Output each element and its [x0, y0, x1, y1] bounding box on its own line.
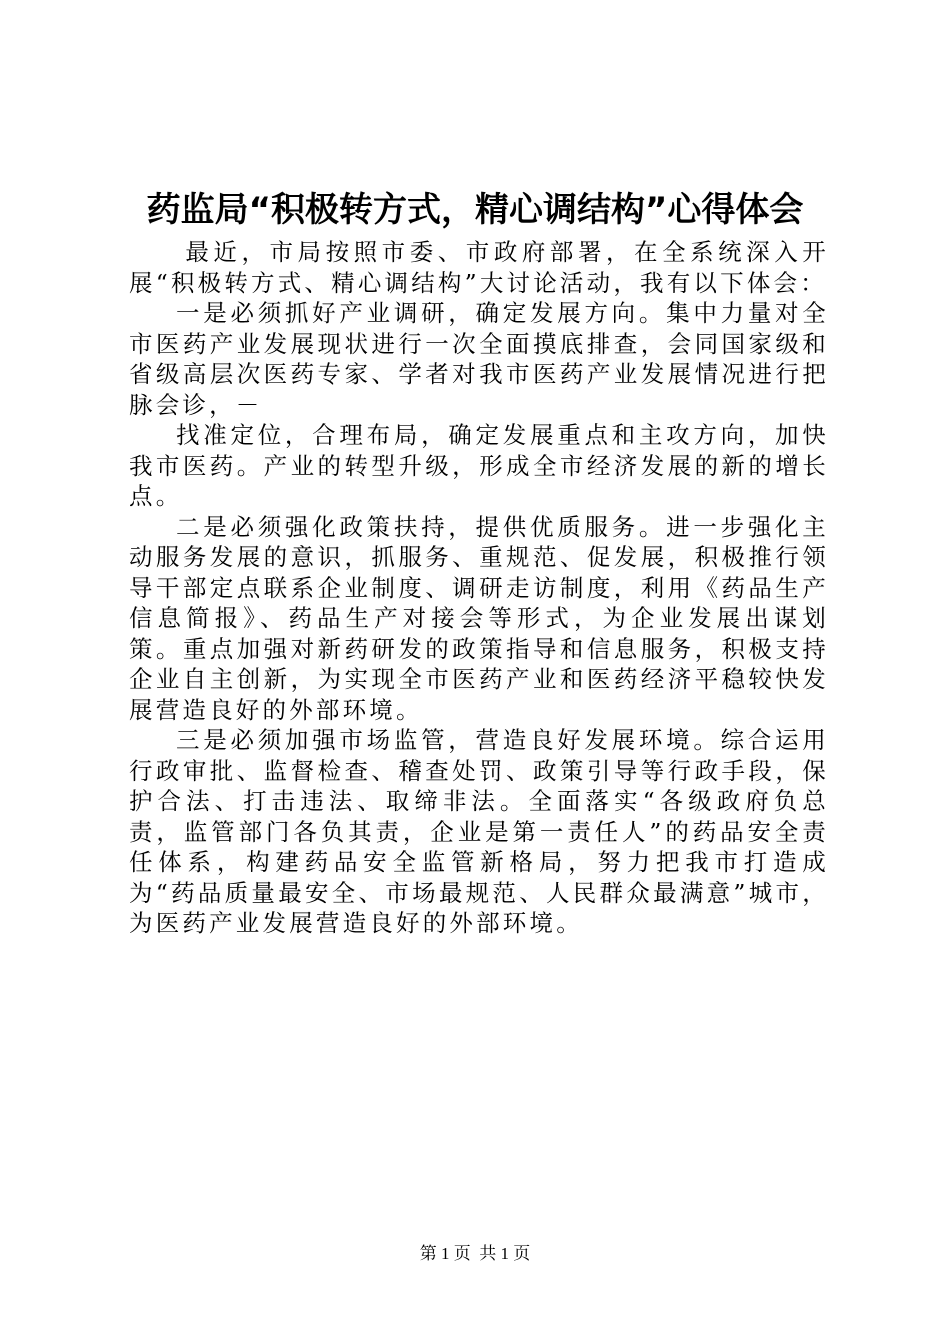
paragraph-point-one-continued: 找准定位，合理布局，确定发展重点和主攻方向，加快我市医药。产业的转型升级，形成全市经济发展的新的增长点。	[129, 421, 829, 510]
document-title: 药监局“积极转方式，精心调结构”心得体会	[146, 190, 804, 230]
paragraph-point-three: 三是必须加强市场监管，营造良好发展环境。综合运用行政审批、监督检查、稽查处罚、政策引导等行政手段，保护合法、打击违法、取缔非法。全面落实“各级政府负总责，监管部门各负其责，企业是第一责任人”的药品安全责任体系，构建药品安全监管新格局，努力把我市打造成为“药品质量最安全、市场最规范、人民群众最满意”城市，为医药产业发展营造良好的外部环境。	[129, 726, 829, 937]
paragraph-point-two: 二是必须强化政策扶持，提供优质服务。进一步强化主动服务发展的意识，抓服务、重规范、促发展，积极推行领导干部定点联系企业制度、调研走访制度，利用《药品生产信息简报》、药品生产对接会等形式，为企业发展出谋划策。重点加强对新药研发的政策指导和信息服务，积极支持企业自主创新，为实现全市医药产业和医药经济平稳较快发展营造良好的外部环境。	[129, 512, 829, 724]
paragraph-point-one: 一是必须抓好产业调研，确定发展方向。集中力量对全市医药产业发展现状进行一次全面摸底排查，会同国家级和省级高层次医药专家、学者对我市医药产业发展情况进行把脉会诊，－	[129, 299, 829, 419]
page-footer: 第 1 页 共 1 页	[419, 1244, 531, 1263]
paragraph-intro: 最近，市局按照市委、市政府部署，在全系统深入开展“积极转方式、精心调结构”大讨论活动，我有以下体会：	[129, 238, 829, 297]
document-body	[129, 237, 829, 939]
